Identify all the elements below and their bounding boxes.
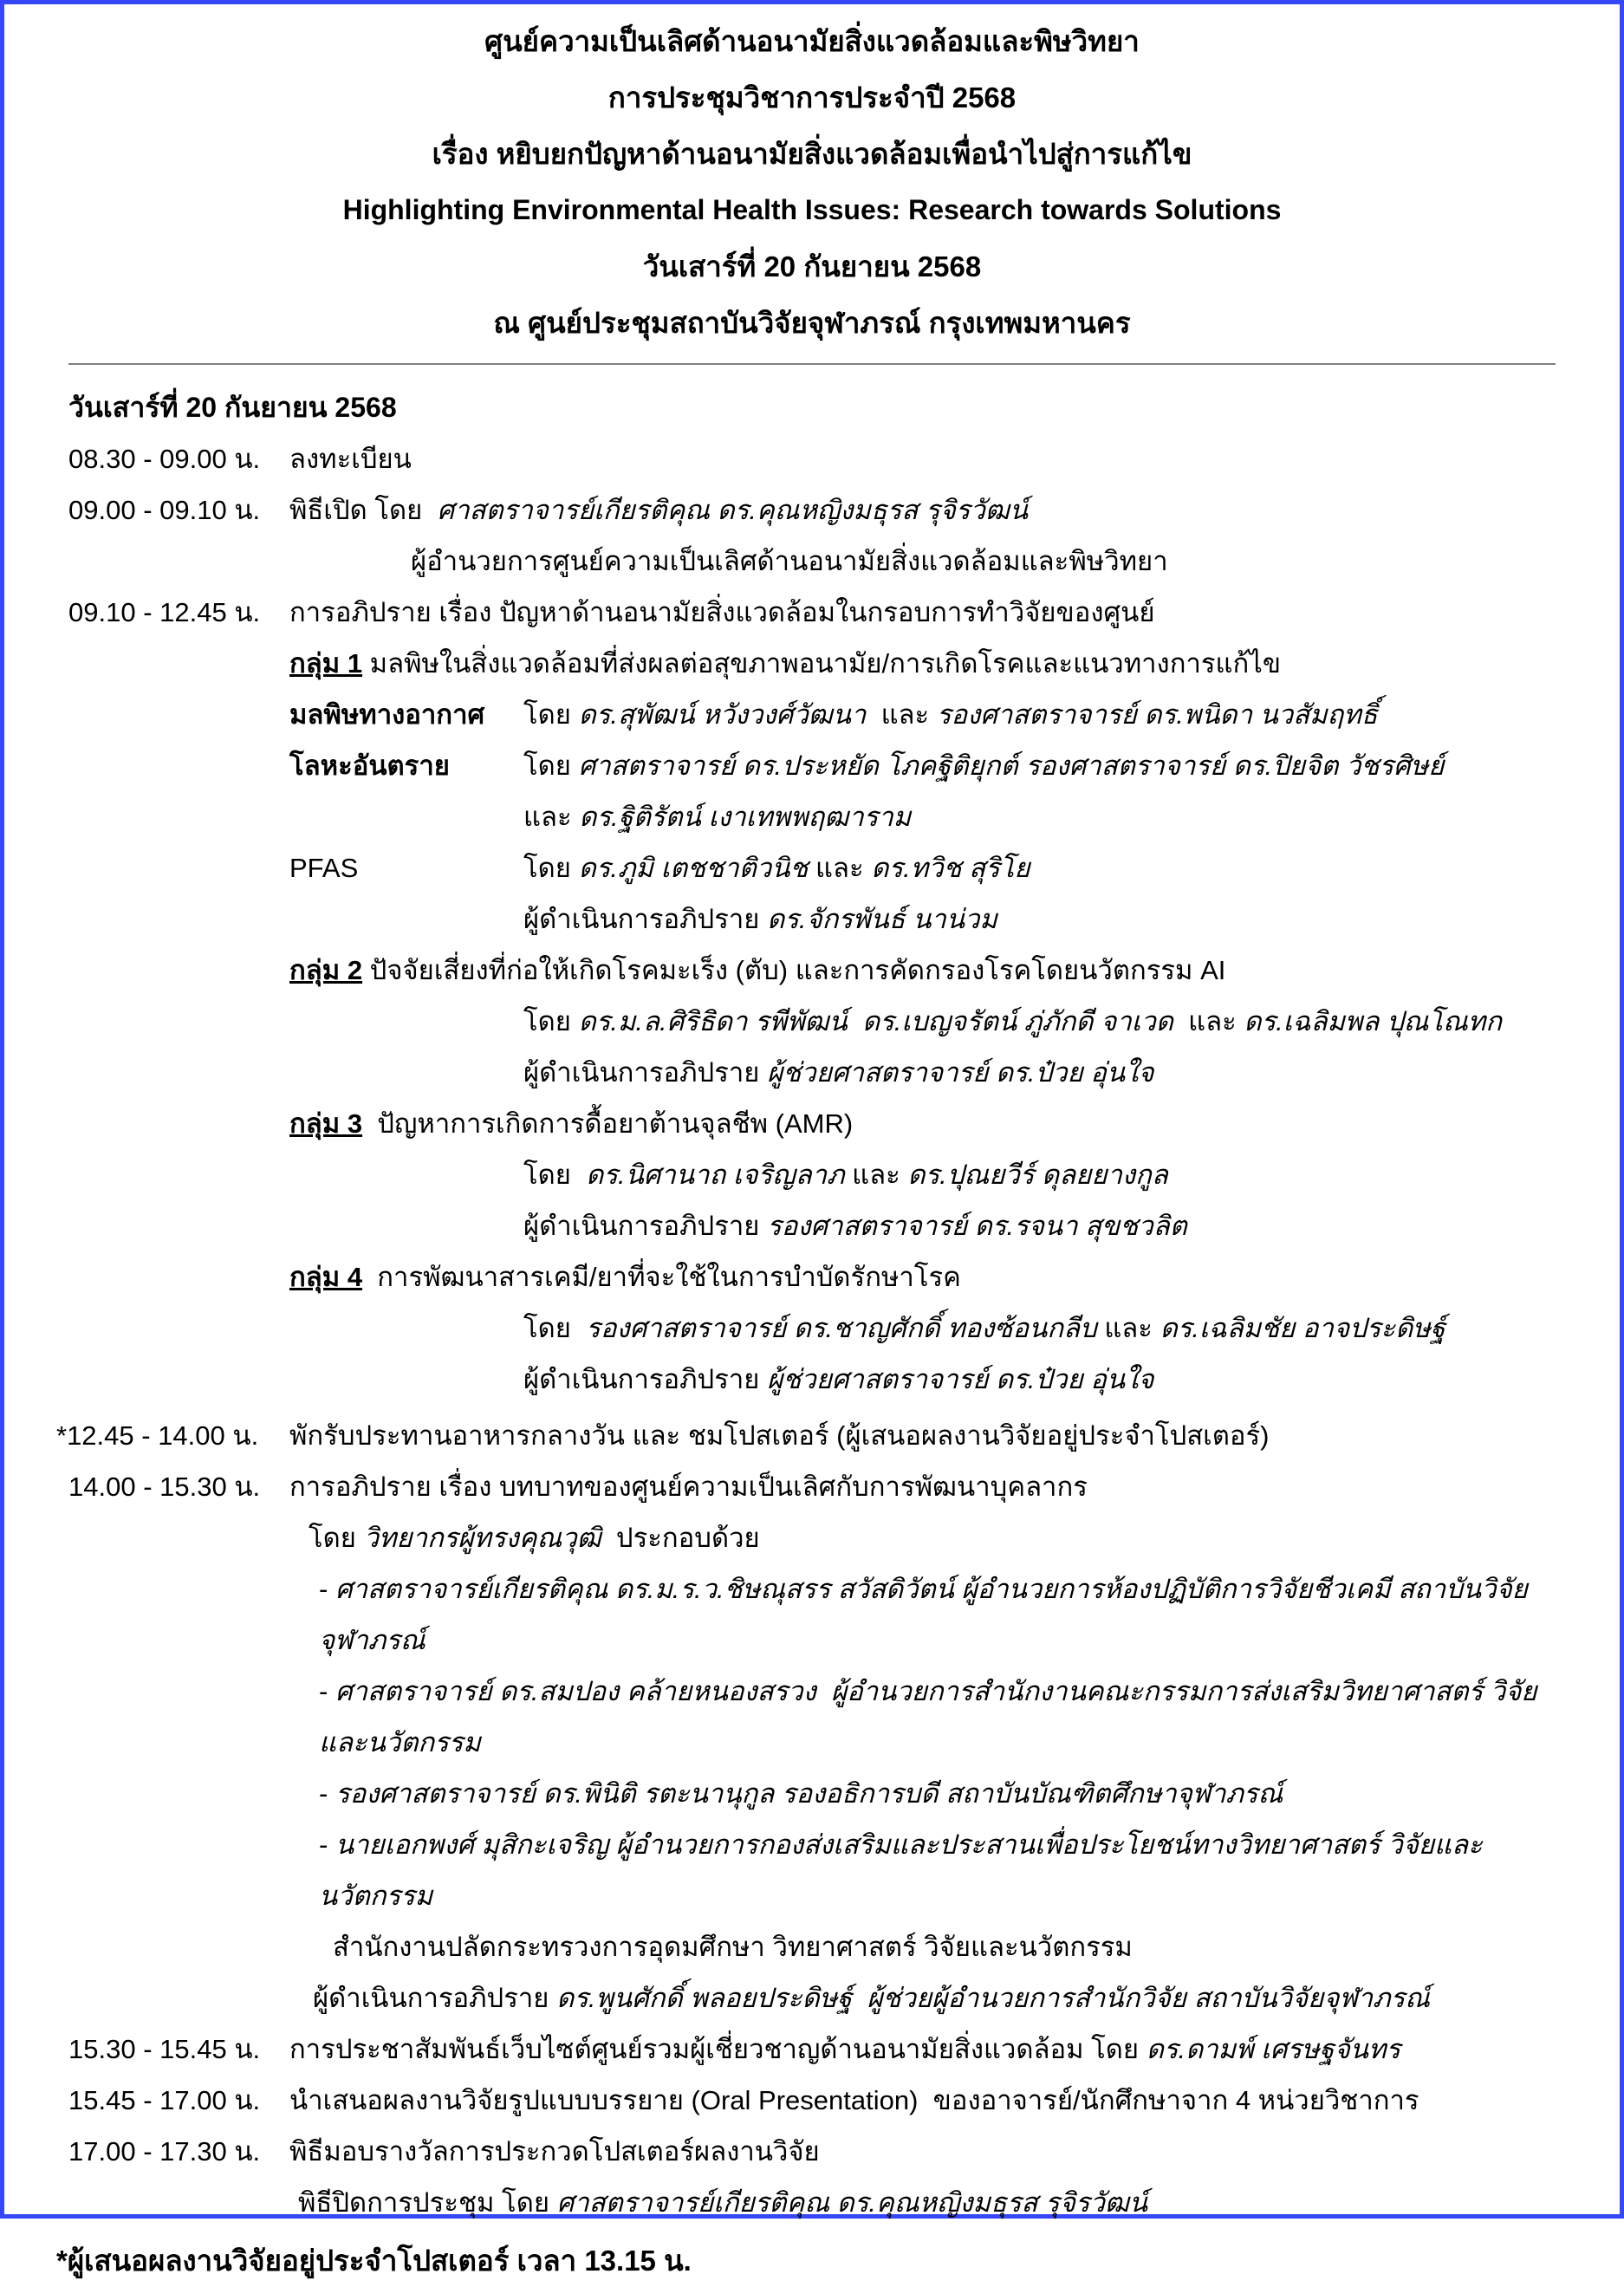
- row-panel-2-expert-1: - ศาสตราจารย์เกียรติคุณ ดร.ม.ร.ว.ชิษณุสรร สวัสดิวัตน์ ผู้อำนวยการห้องปฏิบัติการวิจัยชีวเคมี สถาบันวิจัยจุฬาภรณ์: [319, 1574, 1528, 1655]
- row-panel-2-expert-4-affiliation: สำนักงานปลัดกระทรวงการอุดมศึกษา วิทยาศาสตร์ วิจัยและนวัตกรรม: [333, 1932, 1133, 1962]
- row-group-3: กลุ่ม 3 ปัญหาการเกิดการดื้อยาต้านจุลชีพ (AMR): [289, 1108, 854, 1139]
- header-theme-english: Highlighting Environmental Health Issues: Research towards Solutions: [342, 194, 1282, 225]
- topic-label: PFAS: [289, 853, 359, 883]
- speaker-name: ศาสตราจารย์ ดร.ประหยัด โภคฐิติยุกต์ รองศาสตราจารย์ ดร.ปิยจิต วัชรศิษย์: [578, 750, 1445, 781]
- row-group-4-speakers: โดย รองศาสตราจารย์ ดร.ชาญศักดิ์ ทองซ้อนกลีบ และ ดร.เฉลิมชัย อาจประดิษฐ์: [523, 1313, 1445, 1343]
- row-oral-presentation: [68, 2075, 1556, 2126]
- row-group-3-moderator: ผู้ดำเนินการอภิปราย รองศาสตราจารย์ ดร.รจนา สุขชวลิต: [523, 1211, 1187, 1241]
- header-theme-thai: เรื่อง หยิบยกปัญหาด้านอนามัยสิ่งแวดล้อมเพื่อนำไปสู่การแก้ไข: [432, 138, 1192, 170]
- moderator-name: ดร.จักรพันธ์ นาน่วม: [767, 904, 997, 934]
- document-header: [68, 13, 1556, 351]
- speaker-name: ดร.ทวิช สุริโย: [871, 853, 1030, 883]
- time-label: 09.10 - 12.45 น.: [68, 597, 261, 627]
- group-4-label: กลุ่ม 4: [289, 1262, 363, 1292]
- activity-text: การอภิปราย เรื่อง ปัญหาด้านอนามัยสิ่งแวดล้อมในกรอบการทำวิจัยของศูนย์: [289, 597, 1155, 627]
- row-group-2-moderator: ผู้ดำเนินการอภิปราย ผู้ช่วยศาสตราจารย์ ดร.ป๋วย อุ่นใจ: [523, 1057, 1154, 1088]
- row-group-2: กลุ่ม 2 ปัจจัยเสี่ยงที่ก่อให้เกิดโรคมะเร็ง (ตับ) และการคัดกรองโรคโดยนวัตกรรม AI: [289, 955, 1226, 985]
- row-website-announcement: [68, 2024, 1556, 2075]
- time-label: 09.00 - 09.10 น.: [68, 495, 261, 525]
- row-registration: [68, 433, 1556, 484]
- row-topic-hazardous-metals-cont: และ ดร.ฐิติรัตน์ เงาเทพพฤฒาราม: [523, 802, 912, 832]
- moderator-name: ผู้ช่วยศาสตราจารย์ ดร.ป๋วย อุ่นใจ: [767, 1364, 1154, 1394]
- row-group-4-moderator: ผู้ดำเนินการอภิปราย ผู้ช่วยศาสตราจารย์ ดร.ป๋วย อุ่นใจ: [523, 1364, 1154, 1394]
- moderator-name: ดร.พูนศักดิ์ พลอยประดิษฐ์: [556, 1983, 853, 2013]
- time-label: 17.00 - 17.30 น.: [68, 2136, 261, 2167]
- header-org-title: ศูนย์ความเป็นเลิศด้านอนามัยสิ่งแวดล้อมและพิษวิทยา: [484, 25, 1140, 57]
- time-label: 14.00 - 15.30 น.: [68, 1472, 261, 1502]
- row-closing-ceremony: พิธีปิดการประชุม โดย ศาสตราจารย์เกียรติคุณ ดร.คุณหญิงมธุรส รุจิรวัฒน์: [298, 2187, 1148, 2218]
- poster-footnote: *ผู้เสนอผลงานวิจัยอยู่ประจำโปสเตอร์ เวลา 13.15 น.: [56, 2245, 692, 2277]
- row-panel-2: [68, 1461, 1556, 1512]
- header-venue: ณ ศูนย์ประชุมสถาบันวิจัยจุฬาภรณ์ กรุงเทพมหานคร: [493, 307, 1131, 339]
- row-lunch-break: [56, 1410, 1556, 1461]
- speaker-name: ดร.เฉลิมพล ปุณโณทก: [1244, 1006, 1502, 1036]
- speaker-name: ดร.ฐิติรัตน์ เงาเทพพฤฒาราม: [579, 802, 912, 832]
- time-label: 15.45 - 17.00 น.: [68, 2085, 261, 2115]
- activity-text: การอภิปราย เรื่อง บทบาทของศูนย์ความเป็นเลิศกับการพัฒนาบุคลากร: [289, 1472, 1088, 1502]
- speaker-name: ศาสตราจารย์เกียรติคุณ ดร.คุณหญิงมธุรส รุจิรวัฒน์: [437, 495, 1029, 525]
- schedule-date-heading: วันเสาร์ที่ 20 กันยายน 2568: [68, 392, 397, 423]
- header-conference-title: การประชุมวิชาการประจำปี 2568: [607, 81, 1017, 114]
- speaker-name: ดร.ดามพ์ เศรษฐจันทร: [1146, 2034, 1401, 2064]
- activity-text: พิธีเปิด โดย ศาสตราจารย์เกียรติคุณ ดร.คุณหญิงมธุรส รุจิรวัฒน์: [289, 495, 1029, 525]
- topic-label: โลหะอันตราย: [289, 750, 450, 781]
- group-1-label: กลุ่ม 1: [289, 648, 363, 679]
- speaker-name: ดร.ปุณยวีร์ ดุลยยางกูล: [907, 1160, 1168, 1190]
- row-group-2-speakers: โดย ดร.ม.ล.ศิริธิดา รพีพัฒน์ ดร.เบญจรัตน์ ภู่ภักดี จาเวด และ ดร.เฉลิมพล ปุณโณทก: [523, 1006, 1502, 1036]
- row-panel-2-by: โดย วิทยากรผู้ทรงคุณวุฒิ ประกอบด้วย: [309, 1523, 760, 1553]
- row-panel-2-expert-2: - ศาสตราจารย์ ดร.สมปอง คล้ายหนองสรวง ผู้อำนวยการสำนักงานคณะกรรมการส่งเสริมวิทยาศาสตร์ วิจัยและนวัตกรรม: [319, 1676, 1537, 1757]
- group-2-label: กลุ่ม 2: [289, 955, 363, 985]
- expert-name: ศาสตราจารย์เกียรติคุณ ดร.ม.ร.ว.ชิษณุสรร สวัสดิวัตน์ ผู้อำนวยการห้องปฏิบัติการวิจัยชีวเคมี สถาบันวิจัยจุฬาภรณ์: [319, 1574, 1528, 1655]
- time-label: 15.30 - 15.45 น.: [68, 2034, 261, 2064]
- speaker-name: ดร.ภูมิ เตชชาติวนิช: [578, 853, 809, 883]
- row-panel-1: [68, 587, 1556, 638]
- row-opening-director-title: ผู้อำนวยการศูนย์ความเป็นเลิศด้านอนามัยสิ่งแวดล้อมและพิษวิทยา: [411, 546, 1168, 576]
- activity-text: พิธีมอบรางวัลการประกวดโปสเตอร์ผลงานวิจัย: [289, 2136, 820, 2167]
- row-topic-pfas: PFAS โดย ดร.ภูมิ เตชชาติวนิช และ ดร.ทวิช สุริโย: [289, 842, 1556, 893]
- speaker-name: รองศาสตราจารย์ ดร.พนิดา นวสัมฤทธิ์: [936, 699, 1378, 730]
- topic-label: มลพิษทางอากาศ: [289, 699, 485, 730]
- expert-name: รองศาสตราจารย์ ดร.พินิติ รตะนานุกูล รองอธิการบดี สถาบันบัณฑิตศึกษาจุฬาภรณ์: [335, 1778, 1283, 1809]
- row-panel-2-moderator: ผู้ดำเนินการอภิปราย ดร.พูนศักดิ์ พลอยประดิษฐ์ ผู้ช่วยผู้อำนวยการสำนักวิจัย สถาบันวิจัยจุฬาภรณ์: [313, 1983, 1430, 2013]
- header-date: วันเสาร์ที่ 20 กันยายน 2568: [642, 250, 982, 283]
- moderator-name: ผู้ช่วยศาสตราจารย์ ดร.ป๋วย อุ่นใจ: [767, 1057, 1154, 1088]
- moderator-name: รองศาสตราจารย์ ดร.รจนา สุขชวลิต: [767, 1211, 1187, 1241]
- group-3-label: กลุ่ม 3: [289, 1108, 363, 1139]
- row-group-3-speakers: โดย ดร.นิศานาถ เจริญลาภ และ ดร.ปุณยวีร์ ดุลยยางกูล: [523, 1160, 1168, 1190]
- row-group-4: กลุ่ม 4 การพัฒนาสารเคมี/ยาที่จะใช้ในการบำบัดรักษาโรค: [289, 1262, 961, 1292]
- schedule: [56, 433, 1556, 2228]
- speaker-name: ดร.เฉลิมชัย อาจประดิษฐ์: [1160, 1313, 1445, 1343]
- activity-text: การประชาสัมพันธ์เว็บไซต์ศูนย์รวมผู้เชี่ยวชาญด้านอนามัยสิ่งแวดล้อม โดย ดร.ดามพ์ เศรษฐจันทร: [289, 2034, 1401, 2064]
- activity-text: ลงทะเบียน: [289, 444, 412, 474]
- speaker-name: ศาสตราจารย์เกียรติคุณ ดร.คุณหญิงมธุรส รุจิรวัฒน์: [556, 2187, 1148, 2218]
- row-opening-ceremony: [68, 484, 1556, 536]
- row-panel-2-expert-4: - นายเอกพงศ์ มุสิกะเจริญ ผู้อำนวยการกองส่งเสริมและประสานเพื่อประโยชน์ทางวิทยาศาสตร์ วิจัยและนวัตกรรม: [319, 1829, 1483, 1911]
- speaker-name: ดร.ม.ล.ศิริธิดา รพีพัฒน์ ดร.เบญจรัตน์ ภู่ภักดี จาเวด: [578, 1006, 1173, 1036]
- expert-name: ศาสตราจารย์ ดร.สมปอง คล้ายหนองสรวง ผู้อำนวยการสำนักงานคณะกรรมการส่งเสริมวิทยาศาสตร์ วิจัยและนวัตกรรม: [319, 1676, 1537, 1757]
- row-topic-air-pollution: มลพิษทางอากาศ โดย ดร.สุพัฒน์ หวังวงศ์วัฒนา และ รองศาสตราจารย์ ดร.พนิดา นวสัมฤทธิ์: [289, 689, 1556, 740]
- activity-text: นำเสนอผลงานวิจัยรูปแบบบรรยาย (Oral Presentation) ของอาจารย์/นักศึกษาจาก 4 หน่วยวิชาการ: [289, 2085, 1419, 2115]
- activity-text: พักรับประทานอาหารกลางวัน และ ชมโปสเตอร์ (ผู้เสนอผลงานวิจัยอยู่ประจำโปสเตอร์): [289, 1420, 1270, 1451]
- row-poster-award: [68, 2126, 1556, 2177]
- row-topic-hazardous-metals: โลหะอันตราย โดย ศาสตราจารย์ ดร.ประหยัด โภคฐิติยุกต์ รองศาสตราจารย์ ดร.ปิยจิต วัชรศิษย์: [289, 740, 1556, 791]
- row-group-1: กลุ่ม 1 มลพิษในสิ่งแวดล้อมที่ส่งผลต่อสุขภาพอนามัย/การเกิดโรคและแนวทางการแก้ไข: [289, 648, 1282, 679]
- row-group-1-moderator: ผู้ดำเนินการอภิปราย ดร.จักรพันธ์ นาน่วม: [523, 904, 997, 934]
- time-label: *12.45 - 14.00 น.: [56, 1420, 259, 1451]
- time-label: 08.30 - 09.00 น.: [68, 444, 261, 474]
- header-divider: [68, 363, 1556, 365]
- speaker-name: ดร.นิศานาถ เจริญลาภ: [586, 1160, 845, 1190]
- speaker-name: ดร.สุพัฒน์ หวังวงศ์วัฒนา: [578, 699, 867, 730]
- speaker-name: รองศาสตราจารย์ ดร.ชาญศักดิ์ ทองซ้อนกลีบ: [586, 1313, 1097, 1343]
- row-panel-2-expert-3: - รองศาสตราจารย์ ดร.พินิติ รตะนานุกูล รองอธิการบดี สถาบันบัณฑิตศึกษาจุฬาภรณ์: [319, 1778, 1283, 1809]
- expert-name: นายเอกพงศ์ มุสิกะเจริญ ผู้อำนวยการกองส่งเสริมและประสานเพื่อประโยชน์ทางวิทยาศาสตร์ วิจัยและนวัตกรรม: [319, 1829, 1483, 1911]
